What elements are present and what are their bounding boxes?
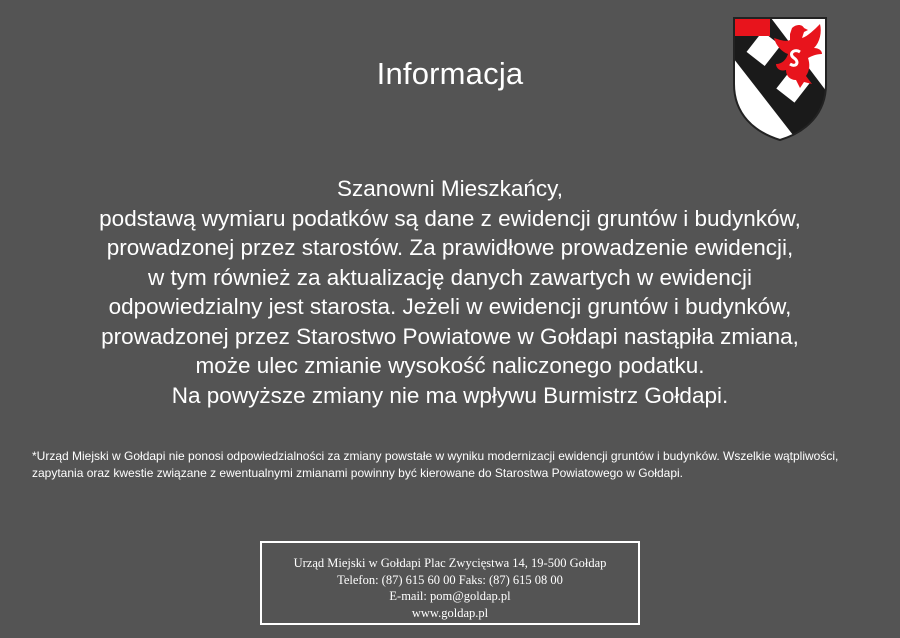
page-title: Informacja xyxy=(376,56,524,91)
contact-address: Urząd Miejski w Gołdapi Plac Zwycięstwa 14, 19-500 Gołdap xyxy=(293,556,607,570)
greeting: Szanowni Mieszkańcy, xyxy=(337,176,563,201)
message-body xyxy=(20,174,880,410)
contact-website[interactable]: www.goldap.pl xyxy=(411,605,489,620)
message-line: w tym również za aktualizację danych zawartych w ewidencji xyxy=(148,264,752,290)
message-line: odpowiedzialny jest starosta. Jeżeli w ewidencji gruntów i budynków, xyxy=(108,294,792,319)
message-line: może ulec zmianie wysokość naliczonego podatku. xyxy=(195,353,705,378)
message-line: prowadzonej przez Starostwo Powiatowe w Gołdapi nastąpiła zmiana, xyxy=(101,323,799,349)
message-line: Na powyższe zmiany nie ma wpływu Burmistrz Gołdapi. xyxy=(171,382,729,408)
coat-of-arms-icon xyxy=(730,14,830,144)
contact-phone: Telefon: (87) 615 60 00 Faks: (87) 615 08 00 xyxy=(337,572,563,587)
contact-box xyxy=(260,541,640,625)
message-line: podstawą wymiaru podatków są dane z ewidencji gruntów i budynków, xyxy=(99,205,801,231)
contact-email[interactable]: E-mail: pom@goldap.pl xyxy=(389,589,511,603)
message-line: prowadzonej przez starostów. Za prawidłowe prowadzenie ewidencji, xyxy=(106,235,794,260)
disclaimer-note: *Urząd Miejski w Gołdapi nie ponosi odpowiedzialności za zmiany powstałe w wyniku modernizacji ewidencji gruntów i budynków. Wszelkie wątpliwości, zapytania oraz kwestie związane z ewentualnymi zmianami powinny być kierowane do Starostwa Powiatowego w Gołdapi. xyxy=(32,449,839,480)
